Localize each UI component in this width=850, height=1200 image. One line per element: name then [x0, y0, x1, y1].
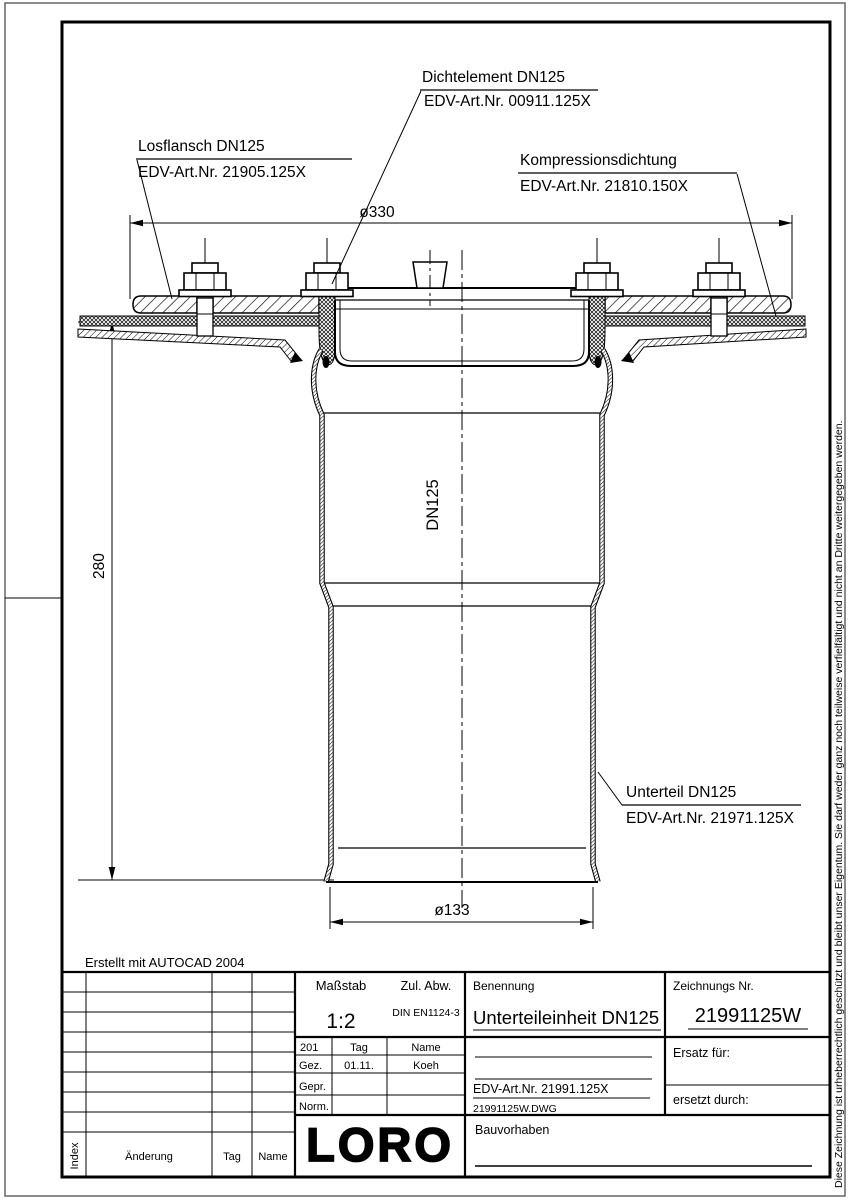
name-column-label: Name — [411, 1042, 441, 1054]
dim-overall-height: 280 — [91, 553, 108, 579]
ersetzt-label: ersetzt durch: — [673, 1093, 749, 1107]
zul-abw-label: Zul. Abw. — [400, 979, 452, 993]
gez-label: Gez. — [299, 1060, 323, 1072]
label-dichtelement-artnr: EDV-Art.Nr. 00911.125X — [424, 93, 591, 110]
bauvorhaben-label: Bauvorhaben — [475, 1123, 550, 1137]
loro-logo: LORO — [306, 1118, 454, 1171]
copyright-note: Diese Zeichnung ist urheberrechtlich geschützt und bleibt unser Eigentum. Sie darf weder ganz noch teilweise verfielfältigt und nicht an Dritte weitergegeben werden. — [833, 420, 845, 1188]
masstab-value: 1:2 — [326, 1010, 356, 1033]
gez-date: 01.11. — [344, 1060, 374, 1072]
form-number: 201 — [300, 1042, 319, 1054]
gepr-label: Gepr. — [299, 1081, 326, 1093]
benennung-value: Unterteileinheit DN125 — [473, 1007, 660, 1028]
dim-flange-diameter: ø330 — [359, 204, 395, 221]
label-dichtelement: Dichtelement DN125 — [422, 69, 566, 86]
label-losflansch-artnr: EDV-Art.Nr. 21905.125X — [138, 164, 307, 181]
index-name-label: Name — [258, 1151, 288, 1163]
dwg-file-value: 21991125W.DWG — [473, 1103, 557, 1115]
norm-label: Norm. — [299, 1101, 329, 1113]
label-kompressionsdichtung-artnr: EDV-Art.Nr. 21810.150X — [520, 178, 689, 195]
label-kompressionsdichtung: Kompressionsdichtung — [520, 152, 677, 169]
label-unterteil-artnr: EDV-Art.Nr. 21971.125X — [626, 810, 795, 827]
aenderung-label: Änderung — [125, 1151, 173, 1163]
zeichnung-label: Zeichnungs Nr. — [673, 979, 754, 993]
dim-pipe-diameter: ø133 — [434, 902, 470, 919]
ersatz-label: Ersatz für: — [673, 1046, 730, 1060]
label-losflansch: Losflansch DN125 — [138, 138, 265, 155]
benennung-label: Benennung — [473, 979, 535, 993]
created-note: Erstellt mit AUTOCAD 2004 — [85, 955, 245, 970]
zeichnung-value: 21991125W — [694, 1005, 802, 1027]
zul-abw-value: DIN EN1124-3 — [392, 1007, 460, 1019]
dim-nominal-size: DN125 — [424, 479, 442, 531]
label-unterteil: Unterteil DN125 — [626, 784, 737, 801]
masstab-label: Maßstab — [315, 978, 367, 993]
edv-artnr-value: EDV-Art.Nr. 21991.125X — [473, 1082, 609, 1096]
index-label: Index — [69, 1142, 81, 1170]
index-tag-label: Tag — [223, 1151, 241, 1163]
gez-name: Koeh — [413, 1060, 439, 1072]
tag-column-label: Tag — [350, 1042, 368, 1054]
